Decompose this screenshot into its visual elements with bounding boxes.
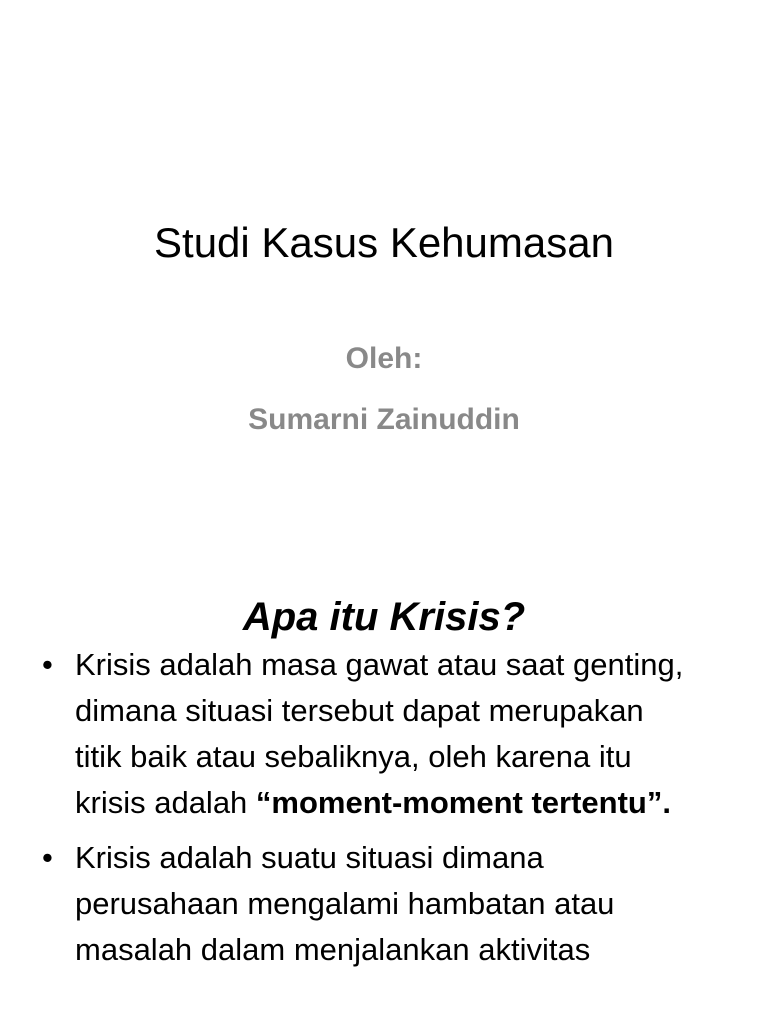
bullet-text: Krisis adalah suatu situasi dimana perusahaan mengalami hambatan atau masalah dalam menjalankan aktivitas: [75, 840, 615, 967]
subtitle-label: Oleh:: [345, 342, 423, 375]
bullet-point-icon: •: [42, 840, 53, 875]
bullet-point-icon: •: [42, 647, 53, 682]
slide-title: Apa itu Krisis?: [242, 595, 526, 639]
bullet-text: Krisis adalah masa gawat atau saat genting, dimana situasi tersebut dapat merupakan titik baik atau sebaliknya, oleh karena itu krisis adalah: [75, 647, 684, 820]
bullet-list: [42, 642, 692, 982]
slide-title: Studi Kasus Kehumasan: [154, 219, 614, 266]
bullet-emphasis: “moment-moment tertentu”.: [255, 785, 671, 820]
bullet-item: [42, 642, 692, 826]
content-slide: [0, 576, 768, 1024]
author-name: Sumarni Zainuddin: [248, 403, 520, 436]
bullet-item: [42, 835, 692, 973]
